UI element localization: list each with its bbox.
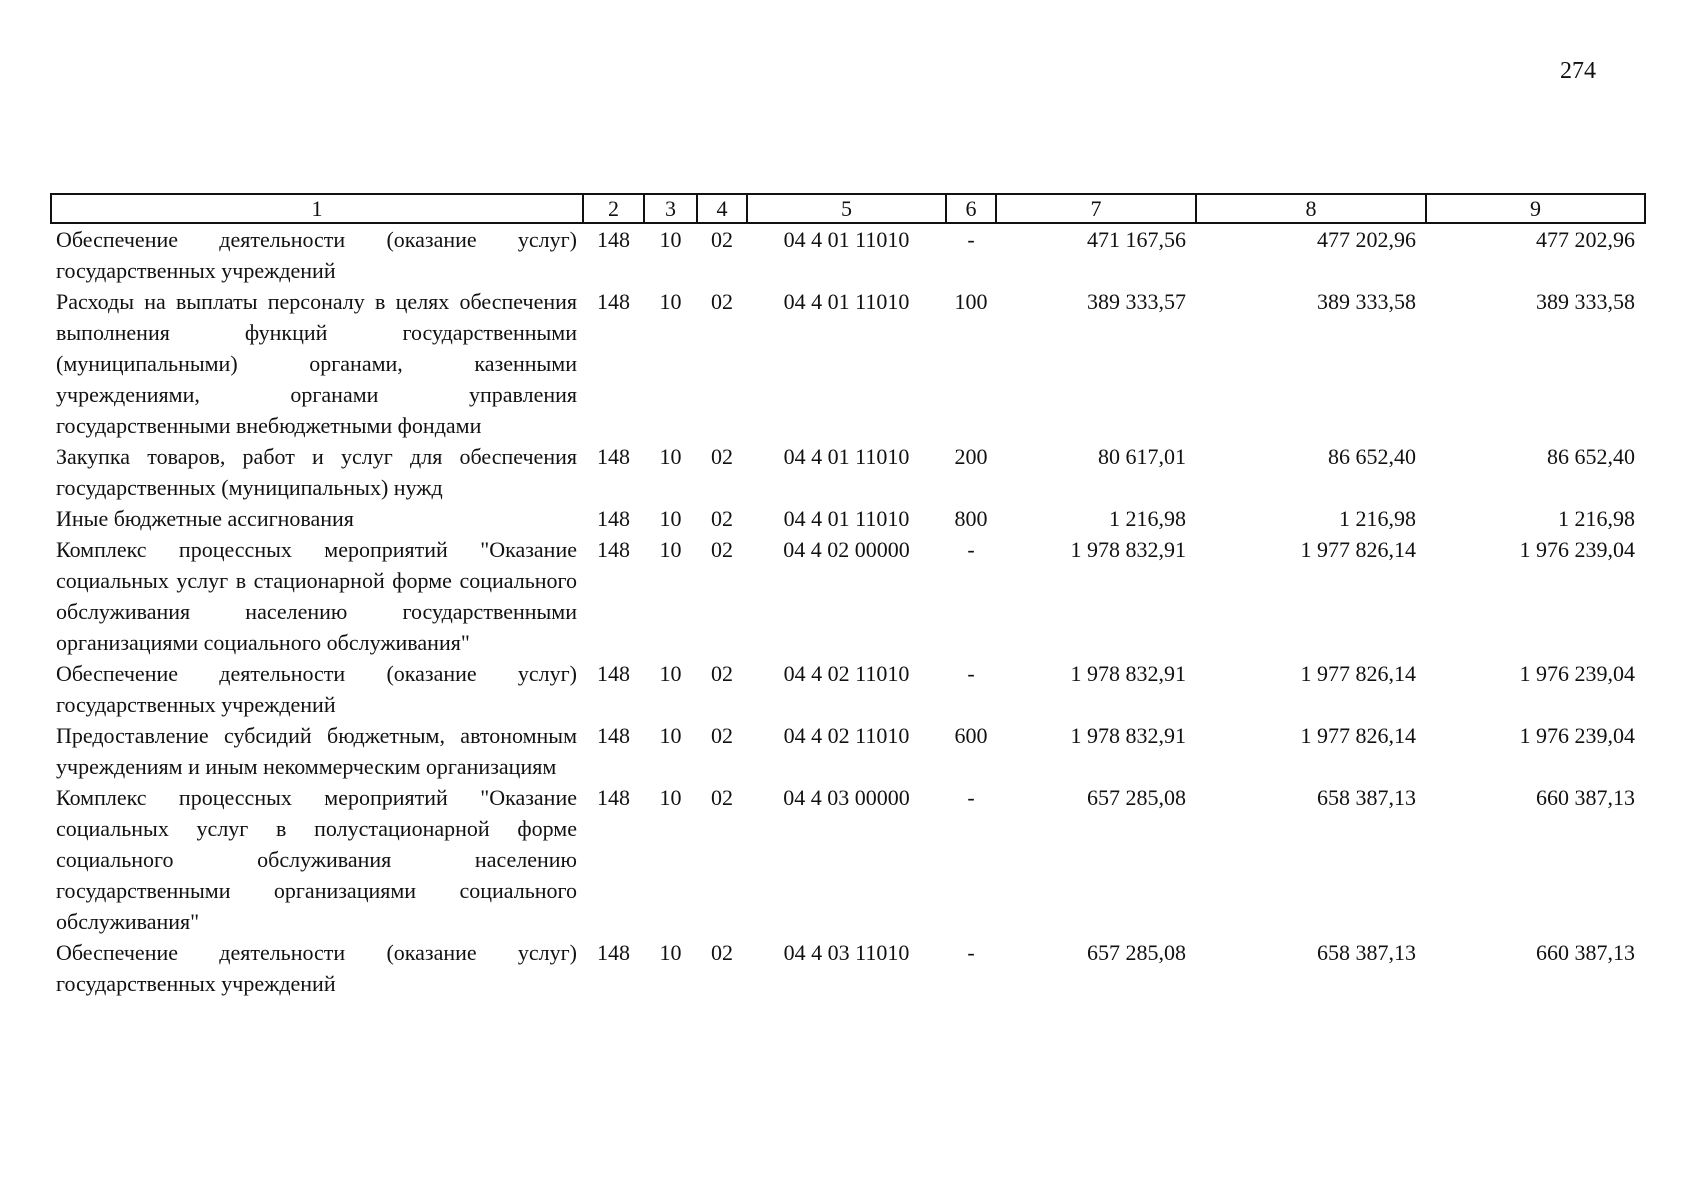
header-col-7: 7 bbox=[996, 194, 1196, 223]
row-col-8: 658 387,13 bbox=[1317, 940, 1416, 965]
table-row bbox=[51, 441, 1645, 503]
row-col-8: 86 652,40 bbox=[1328, 444, 1416, 469]
row-budget-code: 04 4 01 11010 bbox=[783, 444, 910, 469]
row-col-7: 1 978 832,91 bbox=[1070, 723, 1186, 748]
row-col-9: 1 216,98 bbox=[1558, 506, 1635, 531]
row-budget-code: 04 4 02 00000 bbox=[783, 537, 910, 562]
row-description: Предоставление субсидий бюджетным, автономным учреждениям и иным некоммерческим организациям bbox=[56, 723, 577, 779]
row-budget-code: 04 4 01 11010 bbox=[783, 506, 910, 531]
row-col-7: 471 167,56 bbox=[1087, 227, 1186, 252]
row-col-7: 1 978 832,91 bbox=[1070, 537, 1186, 562]
row-budget-code: 04 4 02 11010 bbox=[783, 723, 910, 748]
row-description: Обеспечение деятельности (оказание услуг) государственных учреждений bbox=[56, 940, 577, 996]
row-col-3: 10 bbox=[659, 940, 682, 965]
row-col-6: - bbox=[967, 785, 975, 810]
row-description: Комплекс процессных мероприятий "Оказание социальных услуг в стационарной форме социального обслуживания населению государственными организациями социального обслуживания" bbox=[56, 537, 577, 655]
header-col-2: 2 bbox=[583, 194, 644, 223]
table-row bbox=[51, 223, 1645, 286]
table-row bbox=[51, 658, 1645, 720]
row-col-3: 10 bbox=[659, 723, 682, 748]
row-col-6: - bbox=[967, 227, 975, 252]
row-col-6: 200 bbox=[954, 444, 988, 469]
row-col-2: 148 bbox=[597, 723, 630, 748]
row-col-4: 02 bbox=[711, 444, 733, 469]
row-col-4: 02 bbox=[711, 537, 733, 562]
row-col-7: 80 617,01 bbox=[1098, 444, 1186, 469]
row-col-4: 02 bbox=[711, 661, 733, 686]
row-col-7: 657 285,08 bbox=[1087, 940, 1186, 965]
table-row bbox=[51, 286, 1645, 441]
header-col-8: 8 bbox=[1196, 194, 1426, 223]
table-row bbox=[51, 534, 1645, 658]
table-row bbox=[51, 782, 1645, 937]
row-col-4: 02 bbox=[711, 506, 733, 531]
table-row bbox=[51, 720, 1645, 782]
row-col-6: - bbox=[967, 940, 975, 965]
header-col-6: 6 bbox=[946, 194, 996, 223]
row-budget-code: 04 4 03 00000 bbox=[783, 785, 910, 810]
row-col-7: 657 285,08 bbox=[1087, 785, 1186, 810]
row-col-9: 86 652,40 bbox=[1547, 444, 1635, 469]
row-col-4: 02 bbox=[711, 785, 733, 810]
row-col-9: 477 202,96 bbox=[1536, 227, 1635, 252]
table-row bbox=[51, 937, 1645, 999]
row-budget-code: 04 4 01 11010 bbox=[783, 227, 910, 252]
header-col-5: 5 bbox=[747, 194, 946, 223]
row-col-7: 389 333,57 bbox=[1087, 289, 1186, 314]
row-col-3: 10 bbox=[659, 444, 682, 469]
row-col-7: 1 216,98 bbox=[1109, 506, 1186, 531]
row-col-2: 148 bbox=[597, 661, 630, 686]
page-number: 274 bbox=[1560, 58, 1596, 84]
row-col-2: 148 bbox=[597, 227, 630, 252]
table-row bbox=[51, 503, 1645, 534]
row-col-8: 1 977 826,14 bbox=[1300, 537, 1416, 562]
row-col-4: 02 bbox=[711, 289, 733, 314]
row-col-8: 1 216,98 bbox=[1339, 506, 1416, 531]
row-col-6: 100 bbox=[954, 289, 988, 314]
row-col-3: 10 bbox=[659, 227, 682, 252]
row-col-4: 02 bbox=[711, 227, 733, 252]
row-col-4: 02 bbox=[711, 940, 733, 965]
header-col-1: 1 bbox=[51, 194, 583, 223]
row-description: Закупка товаров, работ и услуг для обеспечения государственных (муниципальных) нужд bbox=[56, 444, 577, 500]
row-budget-code: 04 4 02 11010 bbox=[783, 661, 910, 686]
row-col-9: 660 387,13 bbox=[1536, 940, 1635, 965]
row-col-3: 10 bbox=[659, 537, 682, 562]
row-description: Обеспечение деятельности (оказание услуг) государственных учреждений bbox=[56, 227, 577, 283]
row-col-4: 02 bbox=[711, 723, 733, 748]
row-col-2: 148 bbox=[597, 537, 630, 562]
row-col-9: 389 333,58 bbox=[1536, 289, 1635, 314]
header-col-9: 9 bbox=[1426, 194, 1645, 223]
row-description: Расходы на выплаты персоналу в целях обеспечения выполнения функций государственными (муниципальными) органами, казенными учреждениями, органами управления государственными внебюджетными фондами bbox=[56, 289, 577, 438]
row-col-9: 1 976 239,04 bbox=[1519, 661, 1635, 686]
row-col-2: 148 bbox=[597, 506, 630, 531]
row-budget-code: 04 4 03 11010 bbox=[783, 940, 910, 965]
row-col-3: 10 bbox=[659, 289, 682, 314]
row-description: Комплекс процессных мероприятий "Оказание социальных услуг в полустационарной форме социального обслуживания населению государственными организациями социального обслуживания" bbox=[56, 785, 577, 934]
header-col-4: 4 bbox=[697, 194, 747, 223]
row-col-9: 1 976 239,04 bbox=[1519, 537, 1635, 562]
row-col-9: 1 976 239,04 bbox=[1519, 723, 1635, 748]
row-description: Обеспечение деятельности (оказание услуг) государственных учреждений bbox=[56, 661, 577, 717]
row-col-8: 477 202,96 bbox=[1317, 227, 1416, 252]
row-col-9: 660 387,13 bbox=[1536, 785, 1635, 810]
row-col-6: 800 bbox=[954, 506, 988, 531]
row-col-3: 10 bbox=[659, 661, 682, 686]
row-description: Иные бюджетные ассигнования bbox=[56, 506, 354, 531]
row-col-6: 600 bbox=[954, 723, 988, 748]
row-col-2: 148 bbox=[597, 289, 630, 314]
row-col-6: - bbox=[967, 537, 975, 562]
row-col-8: 389 333,58 bbox=[1317, 289, 1416, 314]
row-col-8: 1 977 826,14 bbox=[1300, 723, 1416, 748]
row-col-3: 10 bbox=[659, 785, 682, 810]
header-row bbox=[51, 194, 1645, 223]
row-col-2: 148 bbox=[597, 785, 630, 810]
row-col-3: 10 bbox=[659, 506, 682, 531]
budget-table bbox=[50, 193, 1646, 999]
header-col-3: 3 bbox=[644, 194, 697, 223]
row-col-6: - bbox=[967, 661, 975, 686]
row-budget-code: 04 4 01 11010 bbox=[783, 289, 910, 314]
row-col-8: 658 387,13 bbox=[1317, 785, 1416, 810]
row-col-2: 148 bbox=[597, 940, 630, 965]
row-col-2: 148 bbox=[597, 444, 630, 469]
row-col-8: 1 977 826,14 bbox=[1300, 661, 1416, 686]
row-col-7: 1 978 832,91 bbox=[1070, 661, 1186, 686]
